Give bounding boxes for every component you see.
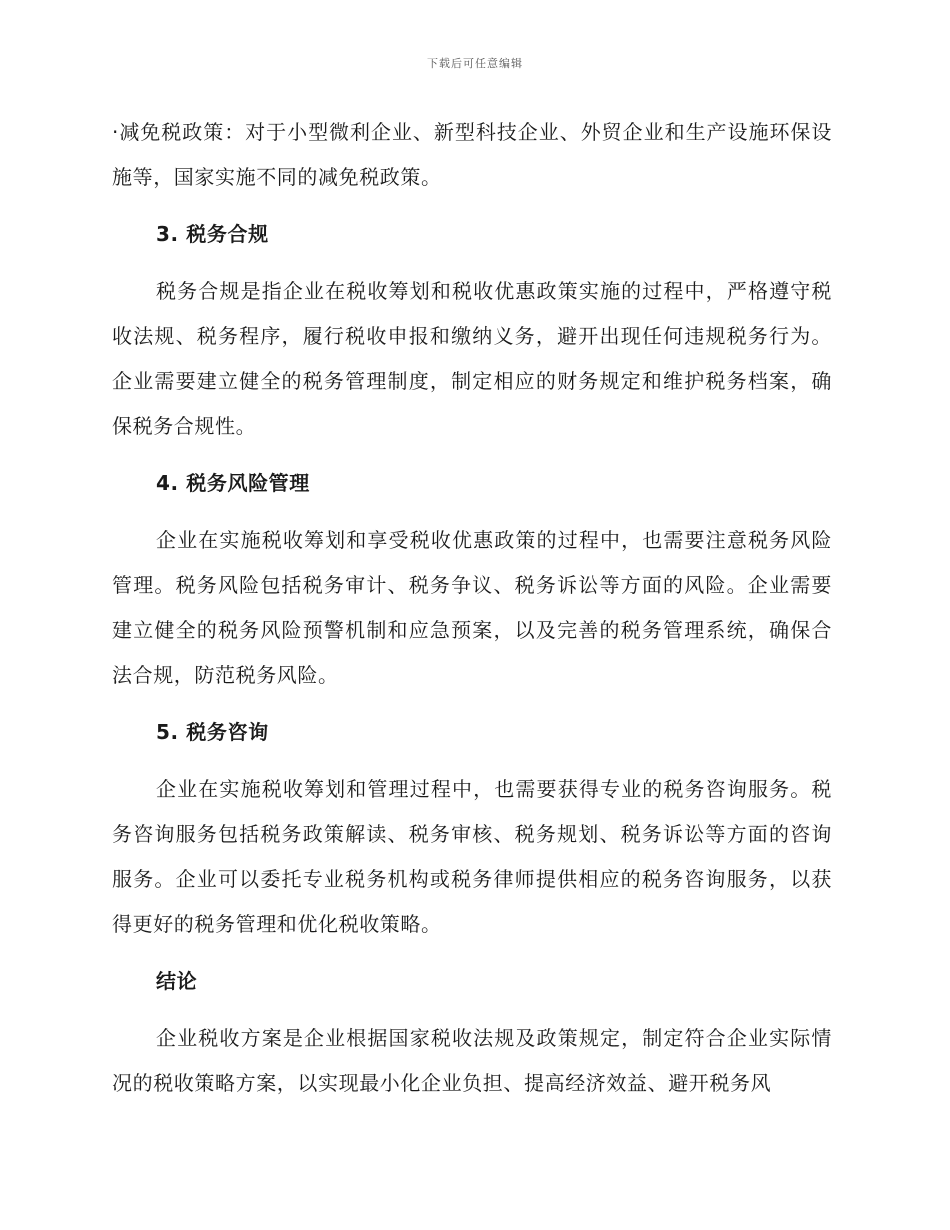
section-heading-risk: 4. 税务风险管理 [156,471,310,495]
section-heading-consult: 5. 税务咨询 [156,720,269,744]
compliance-paragraph: 税务合规是指企业在税收筹划和税收优惠政策实施的过程中，严格遵守税收法规、税务程序，履行税收申报和缴纳义务，避开出现任何违规税务行为。企业需要建立健全的税务管理制度，制定相应的财务规定和维护税务档案，确保税务合规性。 [112,279,832,438]
section-heading-conclusion: 结论 [156,969,198,993]
section-heading-compliance: 3. 税务合规 [156,222,269,246]
header-note: 下载后可任意编辑 [427,57,523,70]
intro-paragraph: ·减免税政策：对于小型微利企业、新型科技企业、外贸企业和生产设施环保设施等，国家实施不同的减免税政策。 [112,120,832,189]
risk-paragraph: 企业在实施税收筹划和享受税收优惠政策的过程中，也需要注意税务风险管理。税务风险包括税务审计、税务争议、税务诉讼等方面的风险。企业需要建立健全的税务风险预警机制和应急预案，以及完善的税务管理系统，确保合法合规，防范税务风险。 [112,528,832,687]
document-content [112,110,832,1106]
conclusion-paragraph: 企业税收方案是企业根据国家税收法规及政策规定，制定符合企业实际情况的税收策略方案，以实现最小化企业负担、提高经济效益、避开税务风 [112,1026,832,1095]
consult-paragraph: 企业在实施税收筹划和管理过程中，也需要获得专业的税务咨询服务。税务咨询服务包括税务政策解读、税务审核、税务规划、税务诉讼等方面的咨询服务。企业可以委托专业税务机构或税务律师提供相应的税务咨询服务，以获得更好的税务管理和优化税收策略。 [112,777,832,936]
